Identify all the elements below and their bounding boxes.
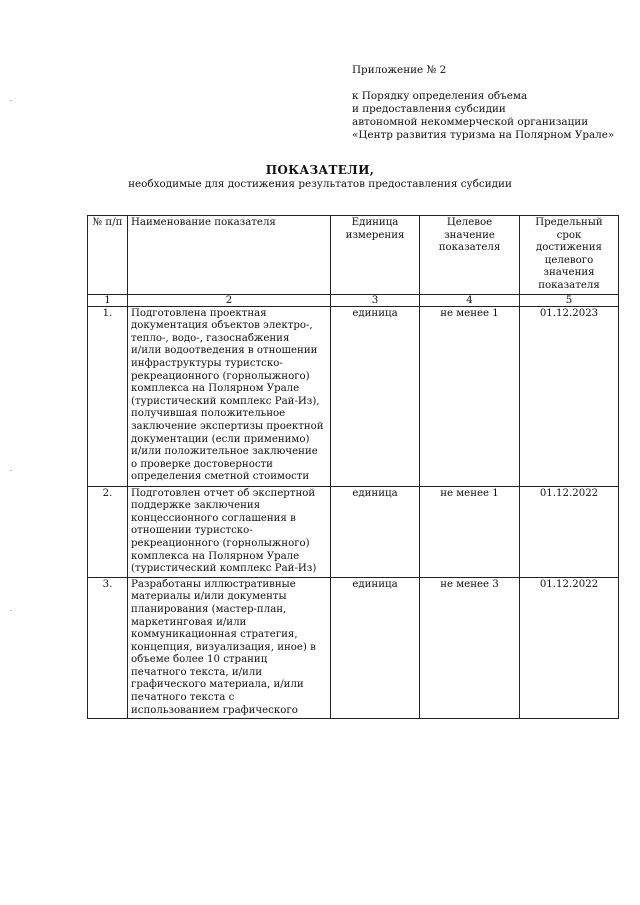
appendix-line: и предоставления субсидии (352, 103, 506, 115)
table-header-row (88, 216, 619, 295)
scan-mark (10, 610, 12, 611)
row-num: 2. (88, 486, 128, 577)
appendix-line: к Порядку определения объема (352, 90, 528, 102)
row-target: не менее 1 (420, 486, 520, 577)
column-number: 1 (88, 294, 128, 306)
row-num: 3. (88, 577, 128, 719)
header-name: Наименование показателя (128, 216, 331, 295)
appendix-title: Приложение № 2 (352, 64, 447, 76)
row-name: Подготовлен отчет об экспертной поддержке заключения концессионного соглашения в отношении туристско- рекреационного (горнолыжного) комплекса на Полярном Урале (туристический комплекс Рай-Из) (128, 486, 331, 577)
column-number: 3 (331, 294, 420, 306)
row-deadline: 01.12.2022 (520, 486, 619, 577)
appendix-line: автономной некоммерческой организации (352, 116, 589, 128)
row-target: не менее 1 (420, 306, 520, 486)
row-name: Подготовлена проектная документация объектов электро-, тепло-, водо-, газоснабжения и/или водоотведения в отношении инфраструктуры туристско- рекреационного (горнолыжного) комплекса на Полярном Урале (туристический комплекс Рай-Из), получившая положительное заключение экспертизы проектной документации (если применимо) и/или положительное заключение о проверке достоверности определения сметной стоимости (128, 306, 331, 486)
document-subtitle: необходимые для достижения результатов предоставления субсидии (128, 178, 512, 190)
table-row (88, 577, 619, 719)
row-unit: единица (331, 486, 420, 577)
row-target: не менее 3 (420, 577, 520, 719)
header-unit: Единица измерения (331, 216, 420, 295)
column-number: 5 (520, 294, 619, 306)
column-number: 2 (128, 294, 331, 306)
table-row (88, 306, 619, 486)
row-unit: единица (331, 577, 420, 719)
table-row (88, 486, 619, 577)
row-num: 1. (88, 306, 128, 486)
appendix-block (352, 64, 614, 142)
row-name: Разработаны иллюстративные материалы и/или документы планирования (мастер-план, маркетинговая и/или коммуникационная стратегия, концепция, визуализация, иное) в объеме более 10 страниц печатного текста, и/или графического материала, и/или печатного текста с использованием графического (128, 577, 331, 719)
header-deadline: Предельный срок достижения целевого значения показателя (520, 216, 619, 295)
appendix-gap (352, 77, 614, 90)
scan-mark (10, 100, 12, 101)
column-number: 4 (420, 294, 520, 306)
scan-mark (10, 470, 12, 471)
document-title: ПОКАЗАТЕЛИ, (265, 163, 375, 177)
header-num: № п/п (88, 216, 128, 295)
appendix-line: «Центр развития туризма на Полярном Урале» (352, 129, 615, 141)
row-unit: единица (331, 306, 420, 486)
indicators-table (87, 215, 619, 719)
row-deadline: 01.12.2022 (520, 577, 619, 719)
header-target: Целевое значение показателя (420, 216, 520, 295)
column-numbers-row (88, 294, 619, 306)
row-deadline: 01.12.2023 (520, 306, 619, 486)
